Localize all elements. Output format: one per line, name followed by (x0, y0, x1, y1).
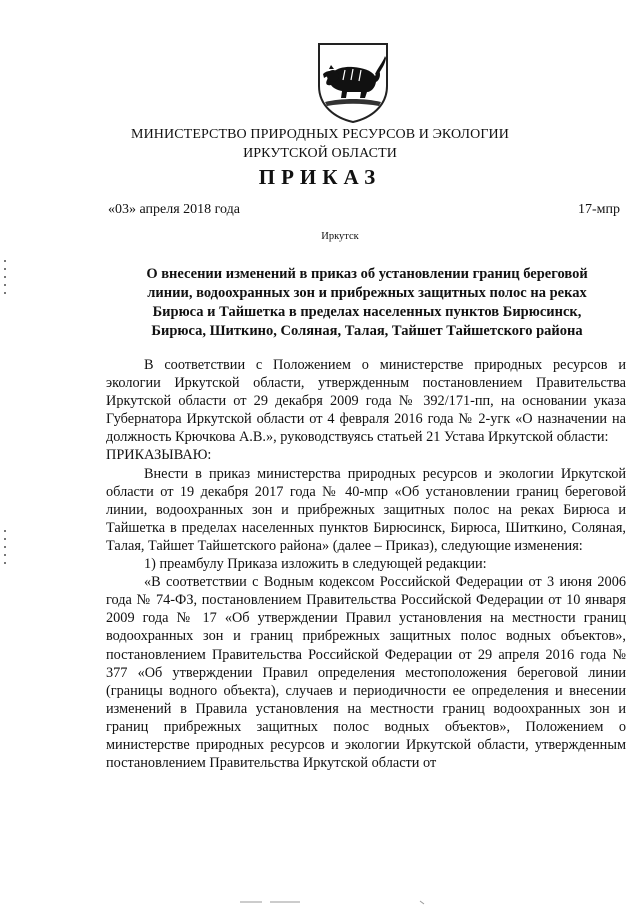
document-heading (106, 265, 628, 341)
date-number-line (108, 202, 620, 218)
scan-edge-mark (4, 546, 6, 548)
heading-line-4: Бирюса, Шиткино, Соляная, Талая, Тайшет Тайшетского района (151, 323, 583, 339)
scan-edge-mark (4, 268, 6, 270)
heading-line-1: О внесении изменений в приказ об установлении границ береговой (146, 266, 588, 282)
scan-edge-mark (4, 530, 6, 532)
new-preamble-paragraph: «В соответствии с Водным кодексом Российской Федерации от 3 июня 2006 года № 74-ФЗ, постановлением Правительства Российской Федерации от 10 января 2009 года № 17 «Об утверждении Правил установления на местности границ водоохранных зон и границ прибрежных защитных полос водных объектов», постановлением Правительства Российской Федерации от 29 апреля 2016 года № 377 «Об утверждении Правил определения местоположения береговой линии (границы водного объекта), случаев и периодичности ее определения и внесении изменений в Правила установления на местности границ водоохранных зон и границ прибрежных защитных полос водных объектов», Положением о министерстве природных ресурсов и экологии Иркутской области, утвержденным постановлением Правительства Иркутской области от (106, 574, 626, 772)
scan-edge-mark (4, 538, 6, 540)
scan-edge-mark (4, 260, 6, 262)
scan-edge-mark (4, 284, 6, 286)
ministry-line-2: ИРКУТСКОЙ ОБЛАСТИ (243, 146, 397, 161)
ministry-name (0, 125, 640, 163)
city-name: Иркутск (321, 231, 359, 242)
scan-edge-mark (4, 276, 6, 278)
document-type-title: ПРИКАЗ (258, 165, 382, 189)
heading-line-3: Бирюса и Тайшетка в пределах населенных пунктов Бирюсинск, (152, 304, 582, 320)
document-date: «03» апреля 2018 года (108, 202, 240, 217)
scan-edge-mark (4, 554, 6, 556)
scan-edge-mark (4, 292, 6, 294)
scan-edge-mark (4, 562, 6, 564)
order-word: ПРИКАЗЫВАЮ: (106, 447, 212, 464)
irkutsk-coat-of-arms-icon (313, 40, 393, 124)
document-body (106, 356, 626, 772)
document-number: 17-мпр (577, 202, 620, 217)
heading-line-2: линии, водоохранных зон и прибрежных защитных полос на реках (147, 285, 587, 301)
amendment-paragraph: Внести в приказ министерства природных ресурсов и экологии Иркутской области от 19 декабря 2017 года № 40-мпр «Об установлении границ береговой линии, водоохранных зон и прибрежных защитных полос на реках Бирюса и Тайшетка в пределах населенных пунктов Бирюсинск, Бирюса, Шиткино, Соляная, Талая, Тайшет Тайшетского района» (далее – Приказ), следующие изменения: (106, 465, 626, 554)
item-1-paragraph: 1) преамбулу Приказа изложить в следующей редакции: (144, 556, 487, 573)
scan-bottom-artifact (0, 898, 640, 905)
preamble-paragraph: В соответствии с Положением о министерстве природных ресурсов и экологии Иркутской области, утвержденным постановлением Правительства Иркутской области от 29 декабря 2009 года № 392/171-пп, на основании указа Губернатора Иркутской области от 4 февраля 2016 года № 2-угк «О назначении на должность Крючкова А.В.», руководствуясь статьей 21 Устава Иркутской области: (106, 357, 626, 446)
ministry-line-1: МИНИСТЕРСТВО ПРИРОДНЫХ РЕСУРСОВ И ЭКОЛОГИИ (131, 127, 509, 142)
